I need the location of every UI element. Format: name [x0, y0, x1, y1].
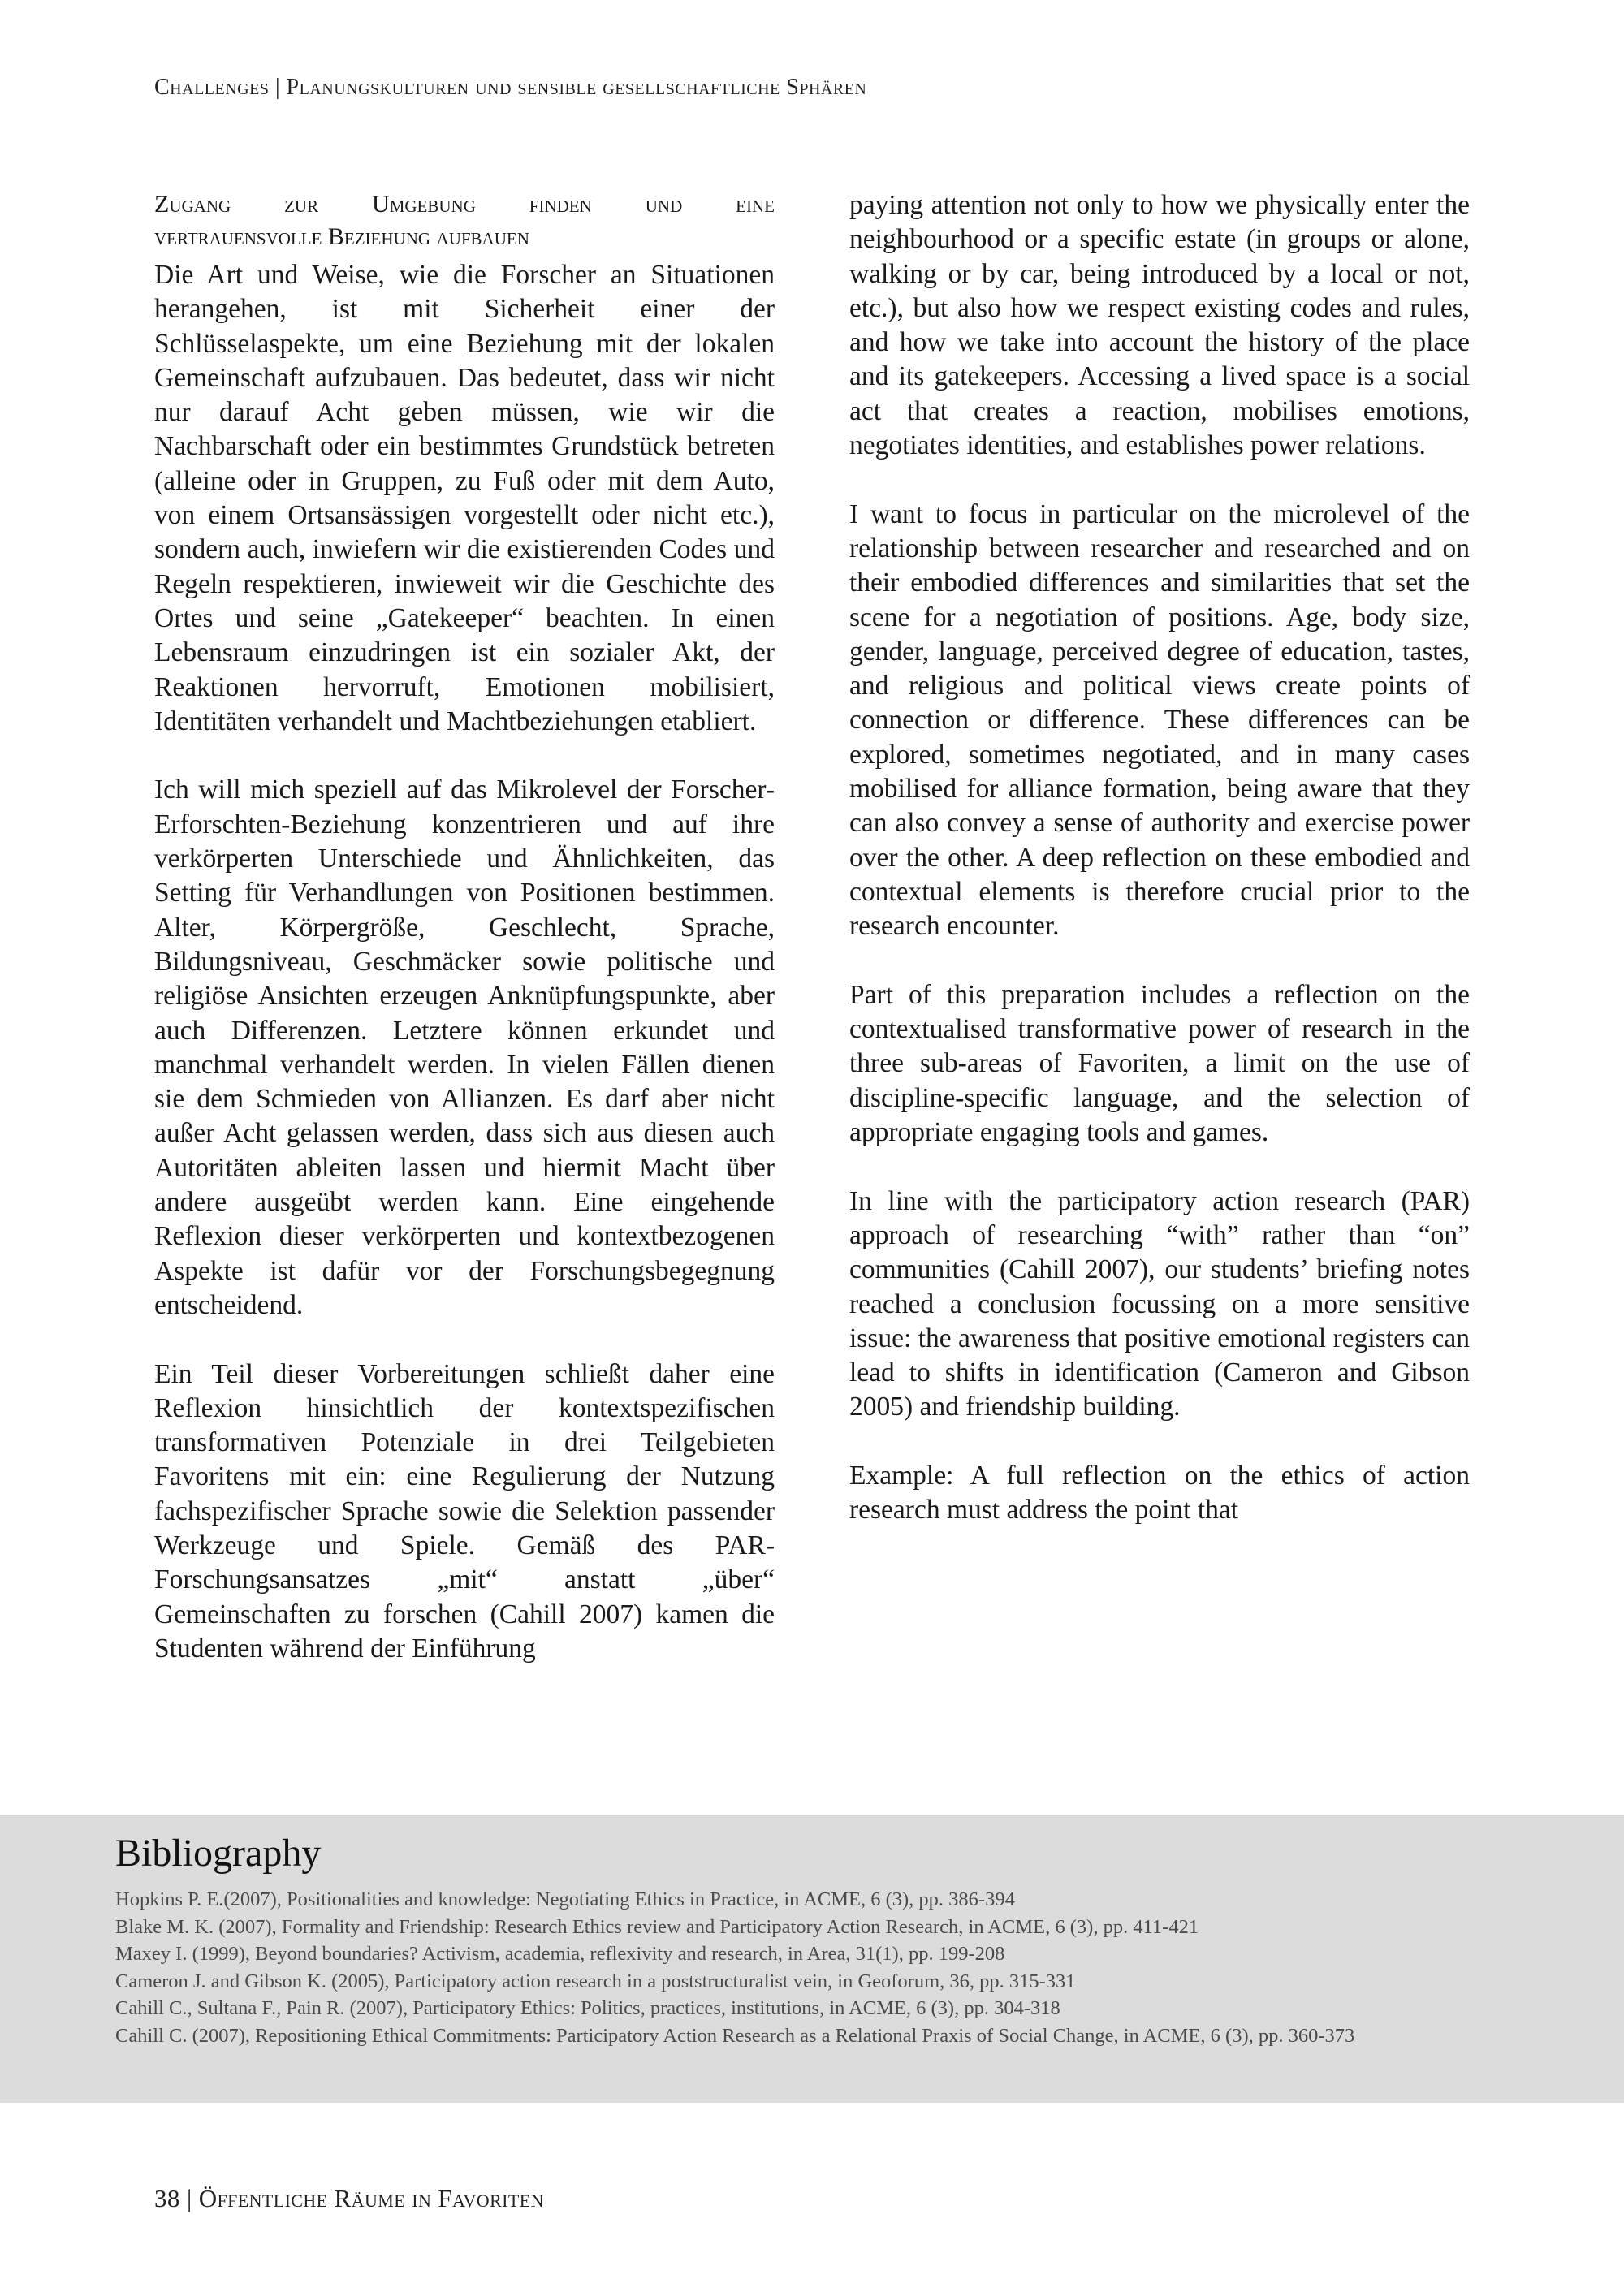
bibliography-entry: Cahill C. (2007), Repositioning Ethical Commitments: Participatory Action Research as a Relational Praxis of Social Change, in ACME, 6 (3), pp. 360-373: [115, 2024, 1355, 2047]
bibliography-entry: Cahill C., Sultana F., Pain R. (2007), Participatory Ethics: Politics, practices, institutions, in ACME, 6 (3), pp. 304-318: [115, 1997, 1060, 2019]
subheading-line-2: vertrauensvolle Beziehung aufbauen: [154, 223, 529, 250]
paragraph: Die Art und Weise, wie die Forscher an Situationen herangehen, ist mit Sicherheit einer der Schlüsselaspekte, um eine Beziehung mit der lokalen Gemeinschaft aufzubauen. Das bedeutet, dass wir nicht nur darauf Acht geben müssen, wie wir die Nachbarschaft oder ein bestimmtes Grundstück betreten (alleine oder in Gruppen, zu Fuß oder mit dem Auto, von einem Ortsansässigen vorgestellt oder nicht etc.), sondern auch, inwiefern wir die existierenden Codes und Regeln respektieren, inwieweit wir die Geschichte des Ortes und seine „Gatekeeper“ beachten. In einen Lebensraum einzudringen ist ein sozialer Akt, der Reaktionen hervorruft, Emotionen mobilisiert, Identitäten verhandelt und Machtbeziehungen etabliert.: [154, 260, 775, 736]
bibliography-entry: Cameron J. and Gibson K. (2005), Participatory action research in a poststructuralist vein, in Geoforum, 36, pp. 315-331: [115, 1970, 1076, 1992]
bibliography-title: Bibliography: [115, 1832, 322, 1875]
paragraph: Ich will mich speziell auf das Mikrolevel der Forscher-Erforschten-Beziehung konzentrieren und auf ihre verkörperten Unterschiede und Ähnlichkeiten, das Setting für Verhandlungen von Positionen bestimmen. Alter, Körpergröße, Geschlecht, Sprache, Bildungsniveau, Geschmäcker sowie politische und religiöse Ansichten erzeugen Anknüpfungspunkte, aber auch Differenzen. Letztere können erkundet und manchmal verhandelt werden. In vielen Fällen dienen sie dem Schmieden von Allianzen. Es darf aber nicht außer Acht gelassen werden, dass sich aus diesen auch Autoritäten ableiten lassen und hiermit Macht über andere ausgeübt werden kann. Eine eingehende Reflexion dieser verkörperten und kontextbezogenen Aspekte ist dafür vor der Forschungsbegegnung entscheidend.: [154, 775, 775, 1320]
bibliography-box: [0, 1815, 1624, 2103]
bibliography-entry: Blake M. K. (2007), Formality and Friendship: Research Ethics review and Participatory Action Research, in ACME, 6 (3), pp. 411-421: [115, 1915, 1199, 1938]
paragraph: Ein Teil dieser Vorbereitungen schließt daher eine Reflexion hinsichtlich der kontextspezifischen transformativen Potenziale in drei Teilgebieten Favoritens mit ein: eine Regulierung der Nutzung fachspezifischer Sprache sowie die Selektion passender Werkzeuge und Spiele. Gemäß des PAR-Forschungsansatzes „mit“ anstatt „über“ Gemeinschaften zu forschen (Cahill 2007) kamen die Studenten während der Einführung: [154, 1358, 775, 1664]
paragraph: paying attention not only to how we physically enter the neighbourhood or a specific estate (in groups or alone, walking or by car, being introduced by a local or not, etc.), but also how we respect existing codes and rules, and how we take into account the history of the place and its gatekeepers. Accessing a lived space is a social act that creates a reaction, mobilises emotions, negotiates identities, and establishes power relations.: [849, 190, 1470, 461]
left-column-german: [154, 188, 775, 1700]
paragraph: I want to focus in particular on the microlevel of the relationship between researcher and researched and on their embodied differences and similarities that set the scene for a negotiation of positions. Age, body size, gender, language, perceived degree of education, tastes, and religious and political views create points of connection or difference. These differences can be explored, sometimes negotiated, and in many cases mobilised for alliance formation, being aware that they can also convey a sense of authority and exercise power over the other. A deep reflection on these embodied and contextual elements is therefore crucial prior to the research encounter.: [849, 498, 1470, 942]
page-footer: 38 | Öffentliche Räume in Favoriten: [154, 2184, 544, 2212]
running-header: Challenges | Planungskulturen und sensible gesellschaftliche Sphären: [154, 75, 867, 100]
section-subheading: [154, 188, 775, 253]
paragraph: Example: A full reflection on the ethics of action research must address the point that: [849, 1460, 1470, 1526]
right-column-english: [849, 188, 1470, 1562]
bibliography-entry: Maxey I. (1999), Beyond boundaries? Activism, academia, reflexivity and research, in Area, 31(1), pp. 199-208: [115, 1943, 1005, 1965]
paragraph: Part of this preparation includes a reflection on the contextualised transformative power of research in the three sub-areas of Favoriten, a limit on the use of discipline-specific language, and the selection of appropriate engaging tools and games.: [849, 979, 1470, 1148]
paragraph: In line with the participatory action research (PAR) approach of researching “with” rather than “on” communities (Cahill 2007), our students’ briefing notes reached a conclusion focussing on a more sensitive issue: the awareness that positive emotional registers can lead to shifts in identification (Cameron and Gibson 2005) and friendship building.: [849, 1185, 1470, 1422]
bibliography-list: [115, 1886, 1553, 2049]
subheading-line-1: Zugang zur Umgebung finden und eine: [154, 191, 775, 218]
bibliography-entry: Hopkins P. E.(2007), Positionalities and knowledge: Negotiating Ethics in Practice, in ACME, 6 (3), pp. 386-394: [115, 1888, 1015, 1910]
